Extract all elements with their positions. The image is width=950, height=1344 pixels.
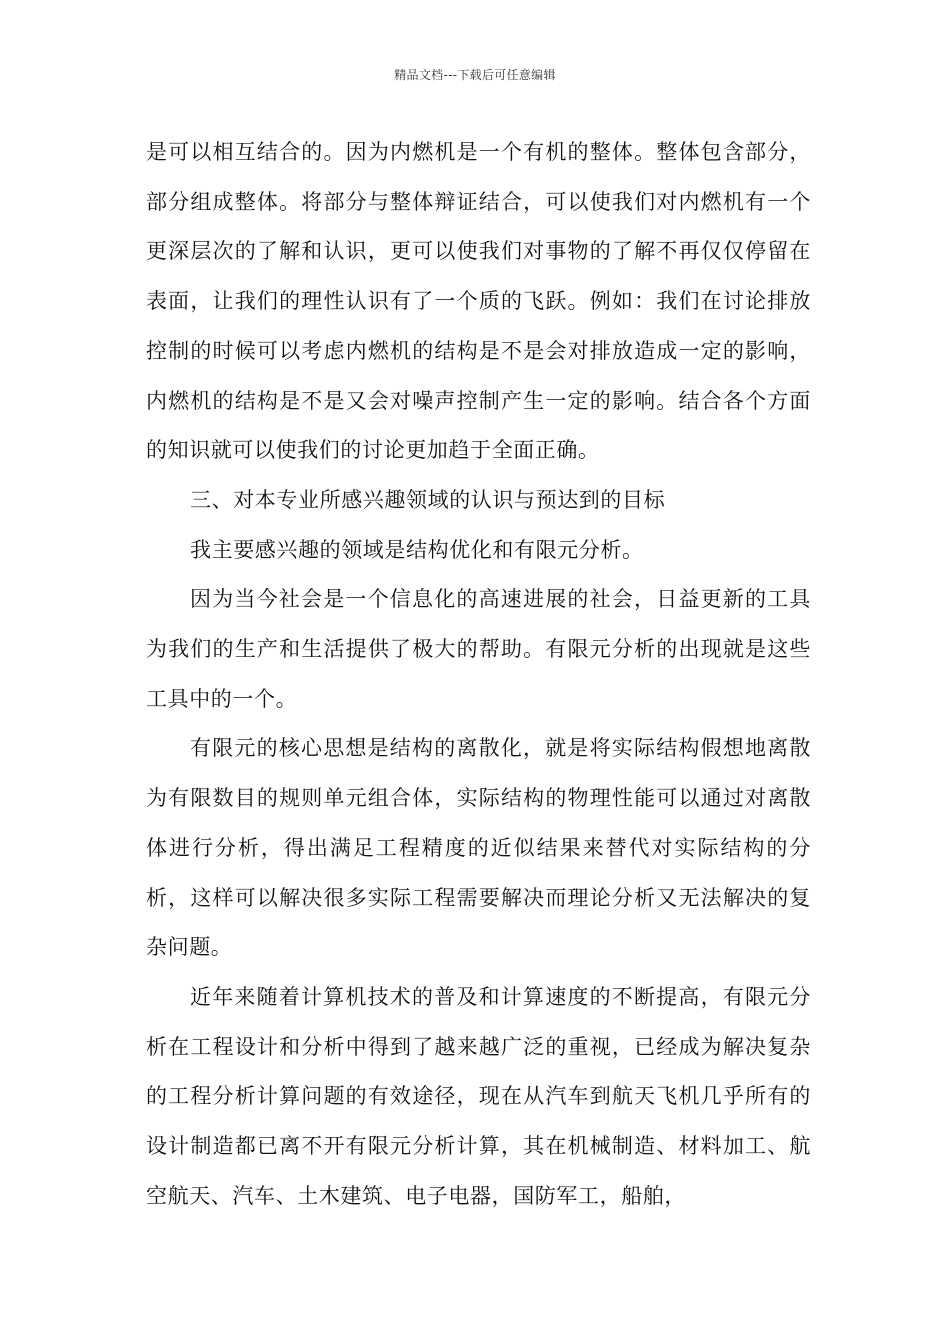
page-header: 精品文档---下载后可任意编辑 bbox=[394, 68, 556, 82]
paragraph-5: 近年来随着计算机技术的普及和计算速度的不断提高，有限元分析在工程设计和分析中得到了越来越广泛的重视，已经成为解决复杂的工程分析计算问题的有效途径，现在从汽车到航天飞机几乎所有的设计制造都已离不开有限元分析计算，其在机械制造、材料加工、航空航天、汽车、土木建筑、电子电器，国防军工，船舶， bbox=[146, 984, 811, 1208]
section-heading-3: 三、对本专业所感兴趣领域的认识与预达到的目标 bbox=[190, 487, 666, 512]
paragraph-1: 是可以相互结合的。因为内燃机是一个有机的整体。整体包含部分，部分组成整体。将部分与整体辩证结合，可以使我们对内燃机有一个更深层次的了解和认识，更可以使我们对事物的了解不再仅仅停留在表面，让我们的理性认识有了一个质的飞跃。例如：我们在讨论排放控制的时候可以考虑内燃机的结构是不是会对排放造成一定的影响，内燃机的结构是不是又会对噪声控制产生一定的影响。结合各个方面的知识就可以使我们的讨论更加趋于全面正确。 bbox=[146, 140, 811, 463]
paragraph-3: 因为当今社会是一个信息化的高速进展的社会，日益更新的工具为我们的生产和生活提供了极大的帮助。有限元分析的出现就是这些工具中的一个。 bbox=[146, 587, 811, 711]
paragraph-4: 有限元的核心思想是结构的离散化，就是将实际结构假想地离散为有限数目的规则单元组合体，实际结构的物理性能可以通过对离散体进行分析，得出满足工程精度的近似结果来替代对实际结构的分析，这样可以解决很多实际工程需要解决而理论分析又无法解决的复杂问题。 bbox=[146, 736, 811, 960]
document-body bbox=[146, 128, 811, 1221]
paragraph-2: 我主要感兴趣的领域是结构优化和有限元分析。 bbox=[190, 537, 644, 562]
